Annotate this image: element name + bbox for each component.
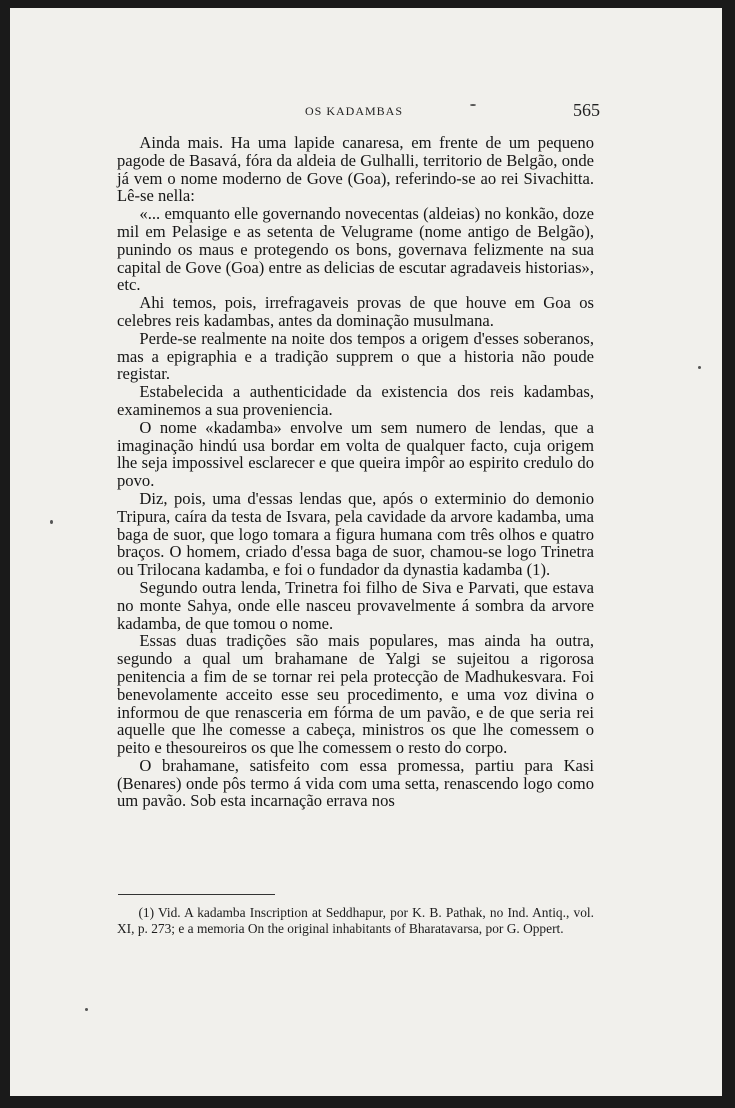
paragraph: Ainda mais. Ha uma lapide canaresa, em frente de um pequeno pagode de Basavá, fóra da aldeia de Gulhalli, territorio de Belgão, onde já vem o nome moderno de Gove (Goa), referindo-se ao rei Sivachitta. Lê-se nella: [117,133,594,206]
paragraph: O brahamane, satisfeito com essa promessa, partiu para Kasi (Benares) onde pôs termo á vida com uma setta, renascendo logo como um pavão. Sob esta incarnação errava nos [117,755,594,811]
running-title: OS KADAMBAS [305,104,404,118]
paragraph: Essas duas tradições são mais populares, mas ainda ha outra, segundo a qual um brahamane de Yalgi se sujeitou a rigorosa penitencia a fim de se tornar rei pela protecção de Madhukesvara. Foi benevolamente acceito esse seu procedimento, e uma voz divina o informou de que renasceria em fórma de um pavão, e de que seria rei aquelle que lhe comesse a cabeça, ministros os que lhe comessem o peito e thesoureiros os que lhe comessem o resto do corpo. [117,631,594,758]
paper-speck [85,1008,88,1011]
paper-speck [50,520,53,524]
paragraph: O nome «kadamba» envolve um sem numero de lendas, que a imaginação hindú usa bordar em volta de qualquer facto, cuja origem lhe seja impossivel esclarecer e que queira impôr ao espirito credulo do povo. [117,417,594,491]
paragraph: Segundo outra lenda, Trinetra foi filho de Siva e Parvati, que estava no monte Sahya, onde elle nasceu provavelmente á sombra da arvore kadamba, de que tomou o nome. [117,577,594,633]
paragraph: «... emquanto elle governando novecentas (aldeias) no konkão, doze mil em Pelasige e as setenta de Velugrame (nome antigo de Belgão), punindo os maus e protegendo os bons, governava felizmente na sua capital de Gove (Goa) entre as delicias de escutar agradaveis historias», etc. [117,204,594,295]
paragraph: Diz, pois, uma d'essas lendas que, após o exterminio do demonio Tripura, caíra da testa de Isvara, pela cavidade da arvore kadamba, uma baga de suor, que logo tomara a figura humana com três olhos e quatro braços. O homem, criado d'essa baga de suor, chamou-se logo Trinetra ou Trilocana kadamba, e foi o fundador da dynastia kadamba (1). [117,488,594,580]
footnote: (1) Vid. A kadamba Inscription at Seddhapur, por K. B. Pathak, no Ind. Antiq., vol. XI, p. 273; e a memoria On the original inhabitants of Bharatavarsa, por G. Oppert. [117,905,594,936]
paragraph: Ahi temos, pois, irrefragaveis provas de que houve em Goa os celebres reis kadambas, antes da dominação musulmana. [117,293,594,330]
body-text [117,134,594,810]
paper-speck [470,104,476,106]
footnote-divider [118,894,275,895]
book-page [10,8,722,1096]
paragraph: Estabelecida a authenticidade da existencia dos reis kadambas, examinemos a sua proveniencia. [117,382,594,419]
page-header [110,100,600,124]
paper-speck [698,366,701,369]
page-number: 565 [573,100,600,120]
paragraph: Perde-se realmente na noite dos tempos a origem d'esses soberanos, mas a epigraphia e a tradição supprem o que a historia não poude registar. [117,328,594,384]
